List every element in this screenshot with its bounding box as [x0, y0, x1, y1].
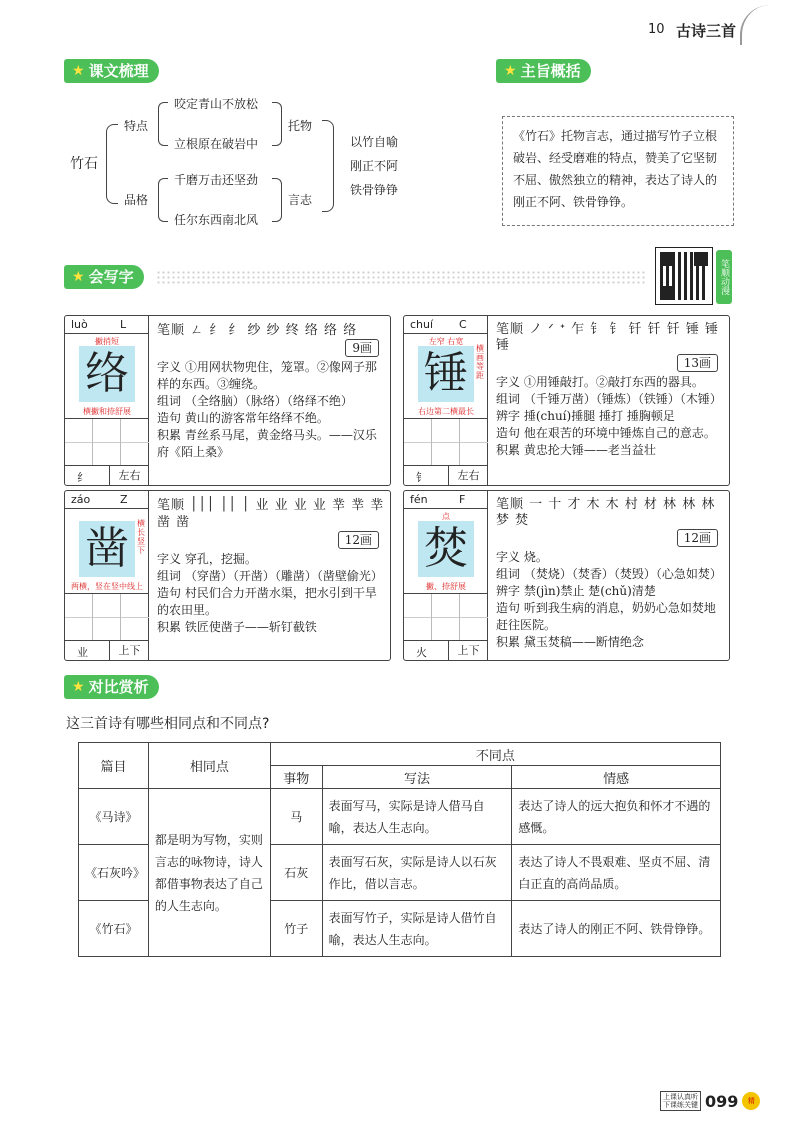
star-icon: ★	[72, 269, 85, 285]
section-label: 会写字	[88, 268, 134, 286]
same-point: 都是明为写物，实则言志的咏物诗，诗人都借事物表达了自己的人生志向。	[148, 789, 270, 957]
outline-brace	[272, 102, 282, 146]
sentence: 造句 村民们合力开凿水渠，把水引到干旱的农田里。	[157, 586, 377, 617]
big-character: 焚	[424, 523, 468, 574]
page-number-footer: 099	[705, 1091, 739, 1111]
meaning: 字义 ①用网状物兜住，笼罩。②像网子那样的东西。③缠绕。	[157, 360, 377, 391]
summary-line: 铁骨铮铮	[350, 183, 399, 197]
char-info	[496, 497, 724, 651]
page-number: 10	[648, 22, 665, 37]
words: 组词 （全络脑）（脉络）（络绎不绝）	[157, 394, 353, 408]
pinyin: chuí	[410, 318, 434, 331]
outline-result: 言志	[288, 193, 313, 207]
stroke-count: 12画	[338, 531, 379, 549]
words: 组词 （穿凿）（开凿）（雕凿）（凿壁偷光）	[157, 569, 383, 583]
poem-title: 《竹石》	[79, 901, 149, 957]
big-character: 锤	[424, 348, 468, 399]
char-info	[157, 497, 385, 636]
outline-item: 任尔东西南北风	[174, 213, 259, 227]
poem-thing: 竹子	[270, 901, 322, 957]
outline-item: 立根原在破岩中	[174, 137, 259, 151]
summary-line: 刚正不阿	[350, 159, 399, 173]
outline-brace	[272, 178, 282, 222]
radical: 火	[416, 646, 427, 659]
header-emotion: 情感	[512, 766, 721, 789]
writing-tip: 撇捎短	[95, 337, 119, 346]
poem-thing: 马	[270, 789, 322, 845]
writing-tip: 点	[442, 512, 450, 521]
char-card-zao	[64, 490, 391, 661]
char-card-fen	[403, 490, 730, 661]
char-card-chui	[403, 315, 730, 486]
outline-item: 千磨万击还坚劲	[174, 173, 259, 187]
meaning: 字义 ①用锤敲打。②敲打东西的器具。	[496, 375, 704, 389]
section-label: 主旨概括	[520, 62, 581, 80]
extra: 积累 黛玉焚稿——断情绝念	[496, 635, 644, 649]
extra: 积累 铁匠使凿子——斩钉截铁	[157, 620, 317, 634]
capital-letter: L	[120, 318, 127, 331]
header-diff: 不同点	[270, 743, 720, 766]
footer-tagline	[660, 1091, 701, 1111]
outline-branch1: 特点	[124, 119, 149, 133]
stroke-order: 笔顺 ׀ ׀׀ ׀׀׀ 业 业 业 业 丵 丵 丵 凿 凿	[157, 498, 385, 530]
writing-tip: 右边第二横最长	[418, 407, 474, 416]
section-tag-compare	[64, 675, 159, 699]
char-info	[157, 322, 385, 461]
qr-label: 笔顺动漫	[716, 250, 732, 304]
star-icon: ★	[72, 63, 85, 79]
words: 组词 （千锤万凿）（锤炼）（铁锤）（木锤）	[496, 392, 722, 406]
poem-title: 《石灰吟》	[79, 845, 149, 901]
outline-item: 咬定青山不放松	[174, 97, 259, 111]
page-footer	[660, 1091, 760, 1111]
writing-tip: 撇、捺舒展	[426, 582, 466, 591]
distinguish: 辨字 禁(jìn)禁止 楚(chǔ)清楚	[496, 584, 656, 598]
char-structure-row	[65, 640, 149, 660]
writing-tip: 两横，竖在竖中线上	[71, 582, 143, 591]
pinyin-row	[65, 316, 149, 334]
poem-method: 表面写竹子，实际是诗人借竹自喻，表达人生志向。	[322, 901, 512, 957]
practice-grid	[65, 593, 149, 641]
outline-brace	[158, 102, 168, 146]
radical: 钅	[416, 471, 427, 484]
dotted-divider	[156, 270, 646, 284]
pinyin: záo	[71, 493, 91, 506]
big-character: 络	[85, 348, 129, 399]
section-tag-write	[64, 265, 144, 289]
pinyin-row	[404, 491, 488, 509]
pinyin: luò	[71, 318, 88, 331]
practice-grid	[65, 418, 149, 466]
char-structure-row	[65, 465, 149, 485]
section-label: 对比赏析	[88, 678, 149, 696]
poem-emotion: 表达了诗人的远大抱负和怀才不遇的感慨。	[512, 789, 721, 845]
compare-table	[78, 742, 721, 957]
capital-letter: C	[459, 318, 467, 331]
char-info	[496, 322, 724, 459]
meaning: 字义 烧。	[496, 550, 548, 564]
words: 组词 （焚烧）（焚香）（焚毁）（心急如焚）	[496, 567, 722, 581]
pinyin: fén	[410, 493, 428, 506]
extra: 积累 青丝系马尾，黄金络马头。——汉乐府《陌上桑》	[157, 428, 377, 459]
char-structure-row	[404, 640, 488, 660]
section-tag-theme	[496, 59, 591, 83]
sentence: 造句 他在艰苦的环境中锤炼自己的意志。	[496, 426, 716, 440]
char-structure-row	[404, 465, 488, 485]
poem-title: 《马诗》	[79, 789, 149, 845]
outline-root: 竹石	[70, 156, 98, 172]
stroke-count: 9画	[345, 339, 379, 357]
capital-letter: F	[459, 493, 466, 506]
poem-emotion: 表达了诗人的刚正不阿、铁骨铮铮。	[512, 901, 721, 957]
stroke-count: 13画	[677, 354, 718, 372]
structure: 左右	[109, 466, 149, 486]
capital-letter: Z	[120, 493, 128, 506]
meaning: 字义 穿孔，挖掘。	[157, 552, 257, 566]
table-row	[79, 789, 721, 845]
compare-question: 这三首诗有哪些相同点和不同点?	[66, 716, 270, 732]
star-icon: ★	[504, 63, 517, 79]
practice-grid	[404, 593, 488, 641]
writing-tip: 横长竖下	[137, 519, 145, 555]
outline-brace	[158, 178, 168, 222]
stroke-order: 笔顺 一 十 才 木 木 村 材 林 林 林 梦 焚	[496, 497, 716, 528]
writing-tip: 左窄 右宽	[428, 337, 464, 346]
theme-box: 《竹石》托物言志，通过描写竹子立根破岩、经受磨难的特点，赞美了它坚韧不屈、傲然独立的精神，表达了诗人的刚正不阿、铁骨铮铮。	[502, 116, 734, 226]
summary-line: 以竹自喻	[350, 135, 399, 149]
outline-branch2: 品格	[124, 193, 149, 207]
sentence: 造句 黄山的游客常年络绎不绝。	[157, 411, 329, 425]
pinyin-row	[65, 491, 149, 509]
section-label: 课文梳理	[88, 62, 149, 80]
outline-brace	[106, 124, 118, 204]
extra: 积累 黄忠抡大锤——老当益壮	[496, 443, 656, 457]
big-character: 凿	[85, 523, 129, 574]
outline-result: 托物	[288, 119, 313, 133]
tagline-line: 上课认真听	[663, 1093, 698, 1101]
section-tag-outline	[64, 59, 159, 83]
stroke-count: 12画	[677, 529, 718, 547]
chapter-title: 古诗三首	[676, 22, 737, 40]
char-card-luo	[64, 315, 391, 486]
pinyin-row	[404, 316, 488, 334]
header-thing: 事物	[270, 766, 322, 789]
radical: 业	[77, 646, 88, 659]
radical: 纟	[77, 471, 88, 484]
header-same: 相同点	[148, 743, 270, 789]
header-method: 写法	[322, 766, 512, 789]
writing-tip: 横画等距	[476, 344, 484, 380]
structure: 左右	[448, 466, 488, 486]
structure: 上下	[448, 641, 488, 661]
header-title: 篇目	[79, 743, 149, 789]
poem-method: 表面写马，实际是诗人借马自喻，表达人生志向。	[322, 789, 512, 845]
star-icon: ★	[72, 679, 85, 695]
badge-icon: 精	[742, 1092, 760, 1110]
outline-summary	[350, 130, 398, 202]
poem-method: 表面写石灰，实际是诗人以石灰作比，借以言志。	[322, 845, 512, 901]
header-decoration	[740, 5, 770, 45]
stroke-order: 笔顺 ノ ᐟ ᐩ 乍 钅 钅 钎 钎 钎 锤 锤 锤	[496, 322, 720, 353]
distinguish: 辨字 捶(chuí)捶腿 捶打 捶胸顿足	[496, 409, 675, 423]
poem-thing: 石灰	[270, 845, 322, 901]
poem-emotion: 表达了诗人不畏艰难、坚贞不屈、清白正直的高尚品质。	[512, 845, 721, 901]
qr-code[interactable]	[656, 248, 712, 304]
tagline-line: 下课练关键	[663, 1101, 698, 1109]
sentence: 造句 听到我生病的消息，奶奶心急如焚地赶往医院。	[496, 601, 716, 632]
practice-grid	[404, 418, 488, 466]
writing-tip: 横撇和捺舒展	[83, 407, 131, 416]
stroke-order: 笔顺 ㄥ 纟 纟 纱 纱 终 络 络 络	[157, 323, 358, 338]
structure: 上下	[109, 641, 149, 661]
outline-brace	[322, 120, 334, 212]
